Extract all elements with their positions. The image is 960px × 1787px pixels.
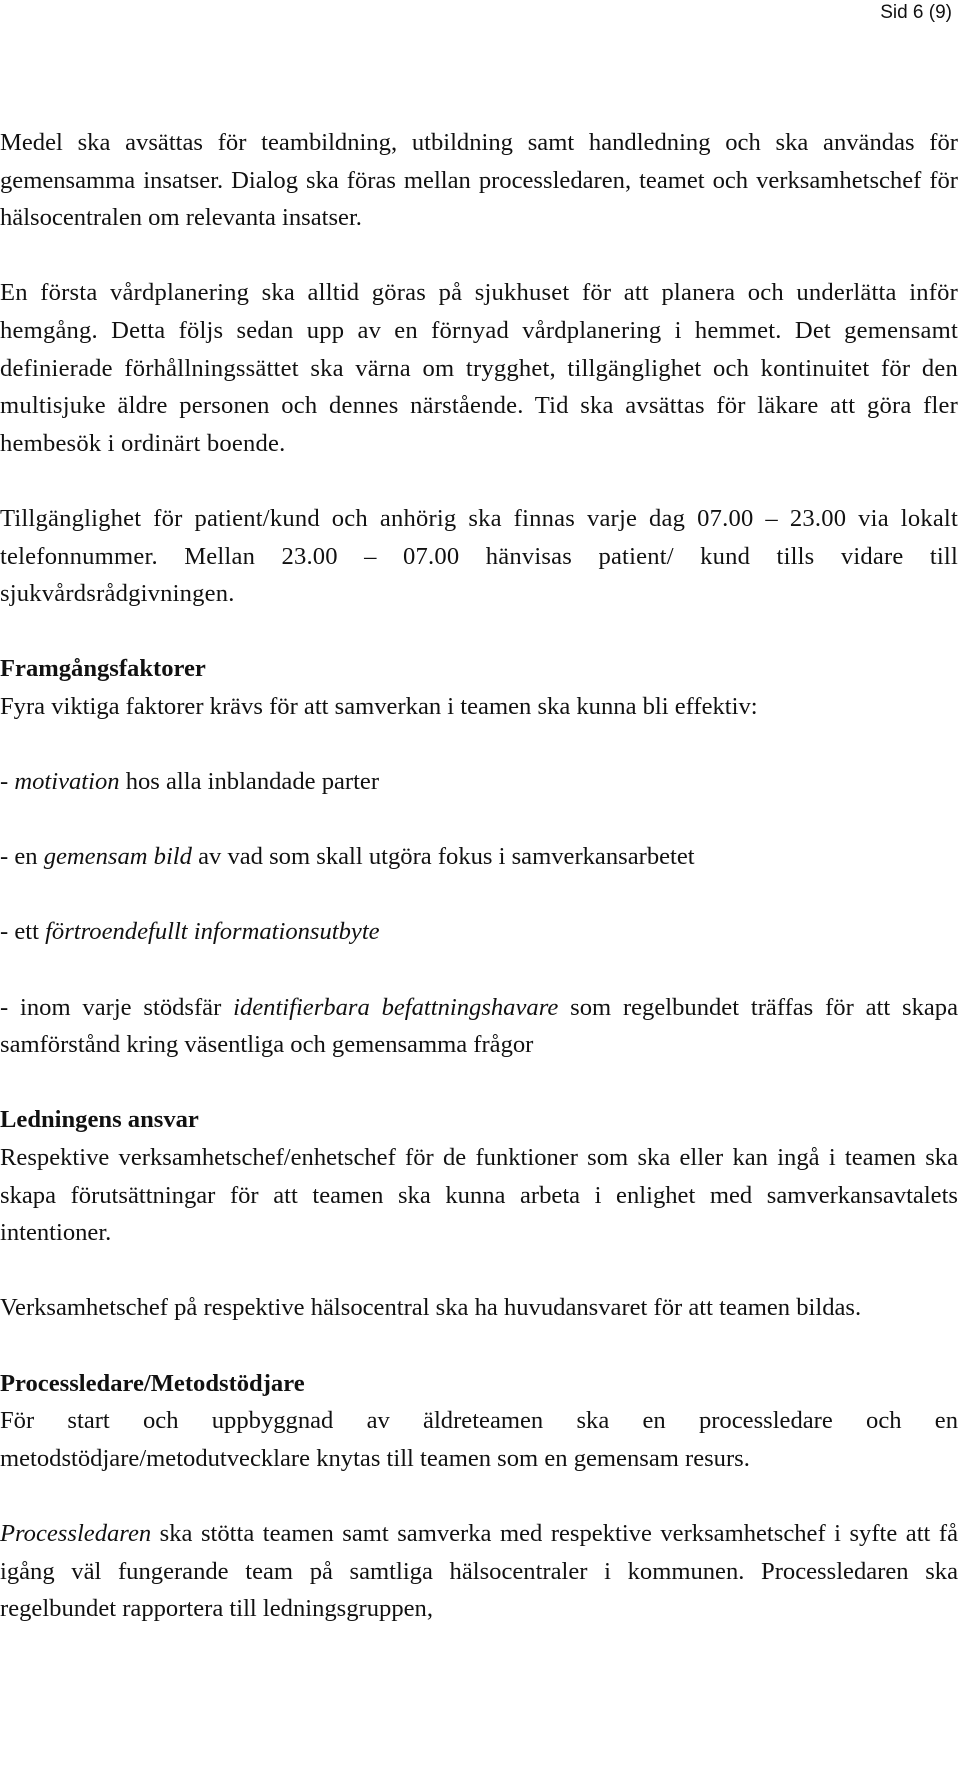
paragraph-management-2: Verksamhetschef på respektive hälsocentral ska ha huvudansvaret för att teamen bildas. [0,1294,862,1322]
document-body [0,124,958,1628]
list-item-factor: - motivation hos alla inblandade parter [0,768,380,796]
paragraph-management-1: Respektive verksamhetschef/enhetschef för de funktioner som ska eller kan ingå i teamen ska skapa förutsättningar för att teamen ska kunna arbeta i enlighet med samverkansavtalets intentioner. [0,1144,958,1247]
paragraph-care-planning: En första vårdplanering ska alltid göras på sjukhuset för att planera och underlätta inför hemgång. Detta följs sedan upp av en förnyad vårdplanering i hemmet. Det gemensamt definierade förhållningssättet ska värna om trygghet, tillgänglighet och kontinuitet för den multisjuke äldre personen och dennes närstående. Tid ska avsättas för läkare att göra fler hembesök i ordinärt boende. [0,279,958,457]
list-item-factor: - en gemensam bild av vad som skall utgöra fokus i samverkansarbetet [0,843,695,871]
paragraph-process-1: För start och uppbyggnad av äldreteamen ska en processledare och en metodstödjare/metodutvecklare knytas till teamen som en gemensam resurs. [0,1407,958,1472]
paragraph-success-intro: Fyra viktiga faktorer krävs för att samverkan i teamen ska kunna bli effektiv: [0,692,758,720]
heading-success-factors: Framgångsfaktorer [0,655,206,683]
page-number: Sid 6 (9) [880,2,952,23]
heading-management-responsibility: Ledningens ansvar [0,1106,199,1134]
list-item-factor: - ett förtroendefullt informationsutbyte [0,918,380,946]
paragraph-process-2: Processledaren ska stötta teamen samt samverka med respektive verksamhetschef i syfte att få igång väl fungerande team på samtliga hälsocentraler i kommunen. Processledaren ska regelbundet rapportera till ledningsgruppen, [0,1519,958,1623]
list-item-factor: - inom varje stödsfär identifierbara befattningshavare som regelbundet träffas för att skapa samförstånd kring väsentliga och gemensamma frågor [0,993,959,1059]
paragraph-accessibility: Tillgänglighet för patient/kund och anhörig ska finnas varje dag 07.00 – 23.00 via lokalt telefonnummer. Mellan 23.00 – 07.00 hänvisas patient/ kund tills vidare till sjukvårdsrådgivningen. [0,504,958,608]
paragraph-team-funding: Medel ska avsättas för teambildning, utbildning samt handledning och ska användas för gemensamma insatser. Dialog ska föras mellan processledaren, teamet och verksamhetschef för hälsocentralen om relevanta insatser. [0,129,958,232]
heading-process-leader: Processledare/Metodstödjare [0,1369,305,1397]
